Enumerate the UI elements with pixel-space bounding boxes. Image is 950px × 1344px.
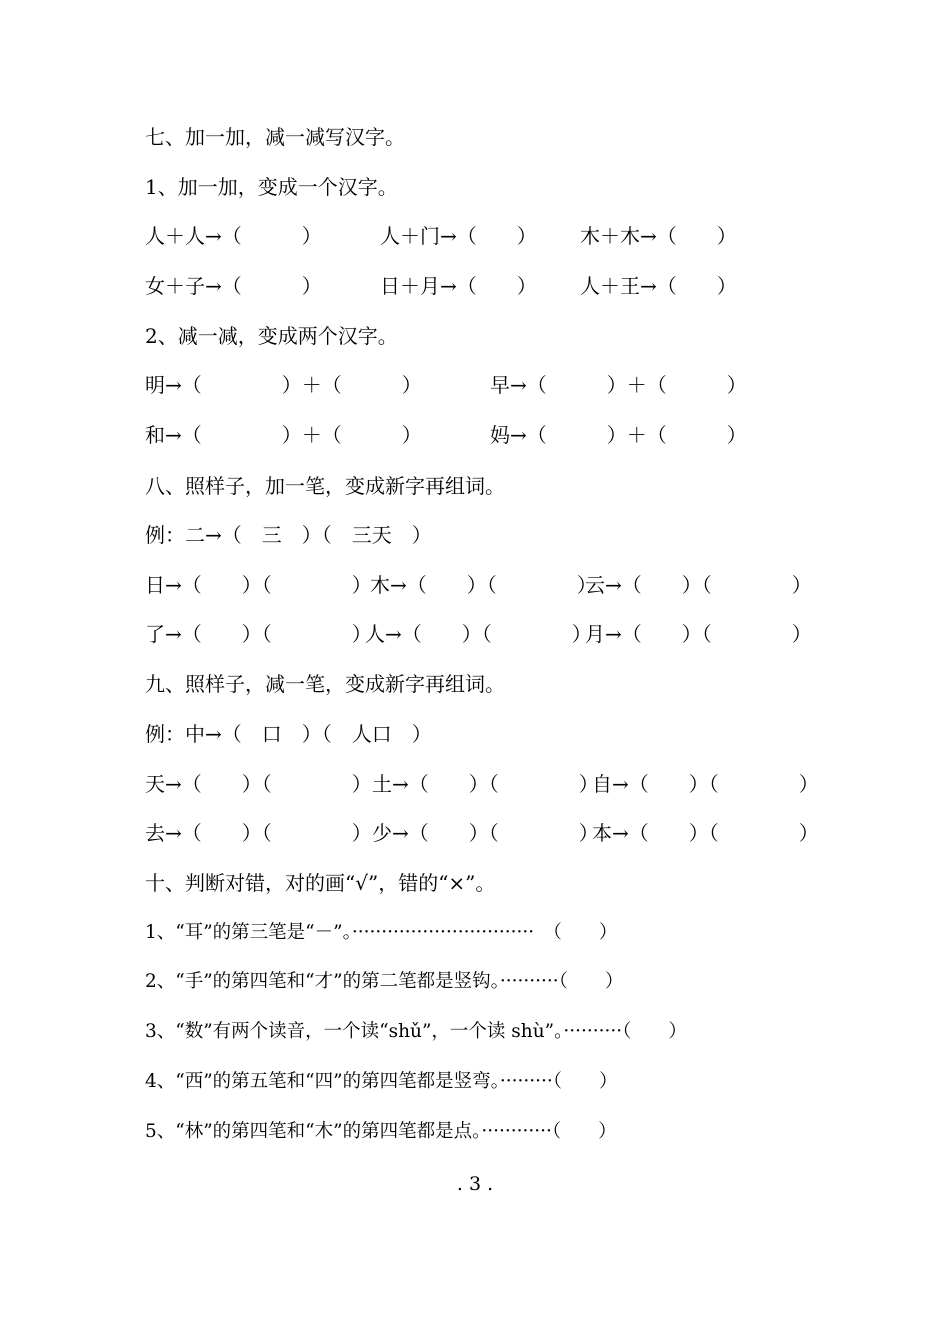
sub-item-2-1: 和→（ ）＋（ ） bbox=[145, 423, 422, 447]
judge-item-4: 4、“西”的第五笔和“四”的第四笔都是竖弯。·········（ ） bbox=[145, 1071, 618, 1092]
section9-heading: 九、照样子，减一笔，变成新字再组词。 bbox=[145, 672, 505, 696]
s9-item-1-3: 自→（ ）（ ） bbox=[592, 772, 819, 796]
s8-item-2-2: 人→（ ）（ ） bbox=[365, 622, 592, 646]
s8-item-1-1: 日→（ ）（ ） bbox=[145, 573, 372, 597]
s9-item-1-1: 天→（ ）（ ） bbox=[145, 772, 372, 796]
judge-item-1: 1、“耳”的第三笔是“－”。······························· （ ） bbox=[145, 922, 618, 943]
s9-item-1-2: 土→（ ）（ ） bbox=[372, 772, 599, 796]
sub-item-2-2: 妈→（ ）＋（ ） bbox=[490, 423, 747, 447]
sub-item-1-1: 明→（ ）＋（ ） bbox=[145, 373, 422, 397]
add-item-2-1: 女＋子→（ ） bbox=[145, 274, 322, 298]
judge-item-3: 3、“数”有两个读音，一个读“shǔ”，一个读 shù”。··········（ ） bbox=[145, 1021, 687, 1042]
s8-item-2-1: 了→（ ）（ ） bbox=[145, 622, 372, 646]
judge-item-5: 5、“林”的第四笔和“木”的第四笔都是点。············（ ） bbox=[145, 1121, 617, 1142]
section8-heading: 八、照样子，加一笔，变成新字再组词。 bbox=[145, 474, 505, 498]
section8-example: 例：二→（ 三 ）（ 三天 ） bbox=[145, 523, 432, 547]
s9-item-2-3: 本→（ ）（ ） bbox=[592, 821, 819, 845]
add-item-1-3: 木＋木→（ ） bbox=[580, 224, 737, 248]
s8-item-2-3: 月→（ ）（ ） bbox=[585, 622, 812, 646]
section7-sub1: 1、加一加，变成一个汉字。 bbox=[145, 175, 398, 199]
s9-item-2-2: 少→（ ）（ ） bbox=[372, 821, 599, 845]
section9-example: 例：中→（ 口 ）（ 人口 ） bbox=[145, 722, 432, 746]
s9-item-2-1: 去→（ ）（ ） bbox=[145, 821, 372, 845]
add-item-2-2: 日＋月→（ ） bbox=[380, 274, 537, 298]
section10-heading: 十、判断对错，对的画“√”，错的“×”。 bbox=[145, 871, 496, 895]
judge-item-2: 2、“手”的第四笔和“才”的第二笔都是竖钩。··········（ ） bbox=[145, 971, 624, 992]
add-item-1-1: 人＋人→（ ） bbox=[145, 224, 322, 248]
s8-item-1-2: 木→（ ）（ ） bbox=[370, 573, 597, 597]
page-number: . 3 . bbox=[456, 1173, 494, 1195]
add-item-2-3: 人＋王→（ ） bbox=[580, 274, 737, 298]
section7-heading: 七、加一加，减一减写汉字。 bbox=[145, 125, 405, 149]
add-item-1-2: 人＋门→（ ） bbox=[380, 224, 537, 248]
sub-item-1-2: 早→（ ）＋（ ） bbox=[490, 373, 747, 397]
s8-item-1-3: 云→（ ）（ ） bbox=[585, 573, 812, 597]
section7-sub2: 2、减一减，变成两个汉字。 bbox=[145, 324, 398, 348]
